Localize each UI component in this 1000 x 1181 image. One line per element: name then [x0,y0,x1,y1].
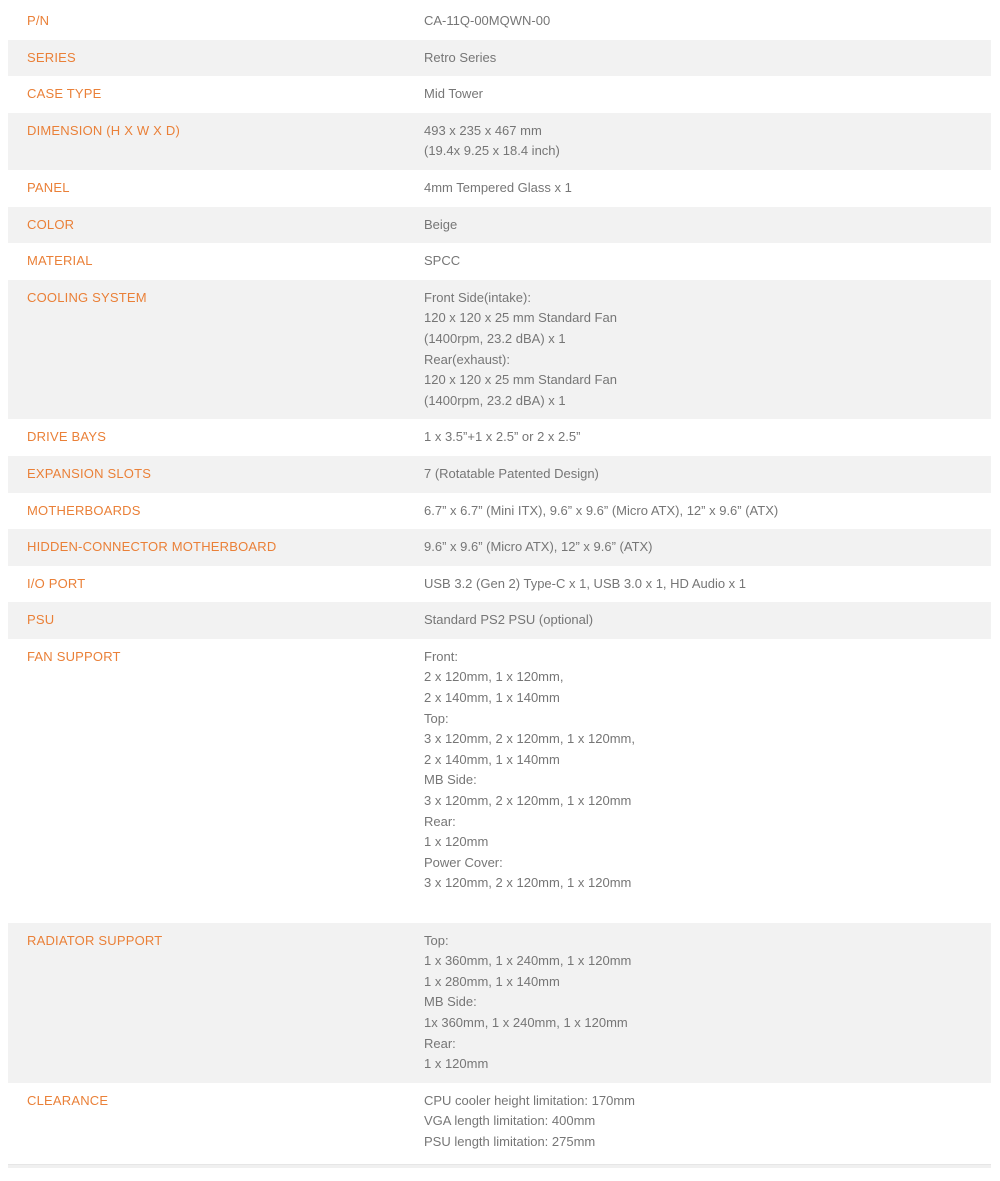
spec-value-line: 2 x 120mm, 1 x 120mm, [424,669,564,685]
spec-value [424,121,572,162]
spec-value-line: (1400rpm, 23.2 dBA) x 1 [424,330,566,346]
spec-value-line: MB Side: [424,994,477,1010]
spec-value-line: 1 x 120mm [424,1056,489,1072]
spec-value-line: 1 x 280mm, 1 x 140mm [424,973,560,989]
spec-value-line: SPCC [424,253,461,269]
spec-value-line: Rear: [424,813,456,829]
spec-value-line: 7 (Rotatable Patented Design) [424,465,599,481]
spec-value-line: (19.4x 9.25 x 18.4 inch) [424,143,560,159]
spec-value-line: USB 3.2 (Gen 2) Type-C x 1, USB 3.0 x 1, HD Audio x 1 [424,575,747,591]
spec-value-line: MB Side: [424,772,477,788]
spec-value [424,647,647,915]
spec-row [8,3,991,40]
spec-value-line: CA-11Q-00MQWN-00 [424,13,551,28]
spec-row [8,566,991,603]
spec-value-line: 1 x 120mm [424,834,489,850]
spec-table [8,3,991,1161]
spec-value [424,537,665,558]
spec-value-line: 493 x 235 x 467 mm [424,122,542,138]
spec-value-line: PSU length limitation: 275mm [424,1133,596,1149]
spec-value-line: 1x 360mm, 1 x 240mm, 1 x 120mm [424,1014,628,1030]
spec-value [424,610,605,631]
spec-row [8,207,991,244]
spec-value [424,48,508,69]
spec-label: MOTHERBOARDS [27,502,141,518]
spec-value-line: Front Side(intake): [424,289,531,305]
spec-value [424,464,611,485]
spec-label: FAN SUPPORT [27,648,121,664]
spec-row [8,76,991,113]
spec-value [424,288,629,412]
spec-value-line: Top: [424,710,449,726]
table-bottom-divider [8,1164,991,1168]
spec-value-line: 1 x 3.5”+1 x 2.5” or 2 x 2.5” [424,429,581,445]
spec-value-line: 9.6” x 9.6” (Micro ATX), 12” x 9.6” (ATX) [424,539,653,555]
spec-value-line: 120 x 120 x 25 mm Standard Fan [424,310,617,326]
spec-label: DRIVE BAYS [27,429,107,445]
spec-row [8,529,991,566]
spec-value [424,215,469,236]
spec-label: DIMENSION (H X W X D) [27,122,180,138]
spec-value-line: (1400rpm, 23.2 dBA) x 1 [424,392,566,408]
spec-value-line: Front: [424,648,458,664]
spec-value-line: 2 x 140mm, 1 x 140mm [424,751,560,767]
spec-value-line: Mid Tower [424,86,484,102]
spec-value [424,574,758,595]
spec-value [424,931,643,1075]
spec-value-line: 6.7” x 6.7” (Mini ITX), 9.6” x 9.6” (Micro ATX), 12” x 9.6” (ATX) [424,502,779,518]
spec-value-line: 3 x 120mm, 2 x 120mm, 1 x 120mm [424,793,632,809]
spec-row [8,493,991,530]
spec-value [424,84,495,105]
spec-row [8,923,991,1083]
spec-row [8,602,991,639]
spec-value [424,427,592,448]
spec-value-line: Beige [424,216,458,232]
spec-value [424,1091,647,1153]
spec-row [8,456,991,493]
spec-label: COLOR [27,216,75,232]
spec-row [8,170,991,207]
spec-value [424,251,472,272]
spec-label: EXPANSION SLOTS [27,465,152,481]
spec-value-line: Power Cover: [424,854,503,870]
spec-value-line: Top: [424,932,449,948]
spec-row [8,639,991,923]
spec-label: P/N [27,13,50,28]
spec-label: RADIATOR SUPPORT [27,932,163,948]
spec-label: SERIES [27,49,76,65]
spec-label: CASE TYPE [27,86,102,102]
spec-value-line: 1 x 360mm, 1 x 240mm, 1 x 120mm [424,953,632,969]
spec-value-line: 120 x 120 x 25 mm Standard Fan [424,372,617,388]
spec-label: CLEARANCE [27,1092,109,1108]
spec-value-line: Standard PS2 PSU (optional) [424,612,594,628]
spec-value-line: 4mm Tempered Glass x 1 [424,179,572,195]
spec-row [8,113,991,170]
spec-row [8,1083,991,1161]
spec-label: MATERIAL [27,253,93,269]
spec-value [424,11,562,32]
spec-label: I/O PORT [27,575,86,591]
spec-value [424,178,584,199]
spec-label: COOLING SYSTEM [27,289,147,305]
spec-value-line: 3 x 120mm, 2 x 120mm, 1 x 120mm, [424,731,635,747]
spec-row [8,243,991,280]
spec-label: PANEL [27,179,70,195]
spec-value-line [424,894,635,915]
spec-value-line: VGA length limitation: 400mm [424,1113,596,1129]
spec-row [8,419,991,456]
spec-value-line: CPU cooler height limitation: 170mm [424,1092,635,1108]
spec-value-line: 3 x 120mm, 2 x 120mm, 1 x 120mm [424,875,632,891]
spec-value-line: Retro Series [424,49,497,65]
spec-value [424,501,790,522]
spec-label: PSU [27,612,55,628]
spec-row [8,280,991,420]
spec-row [8,40,991,77]
spec-value-line: Rear: [424,1035,456,1051]
spec-value-line: Rear(exhaust): [424,351,510,367]
spec-label: HIDDEN-CONNECTOR MOTHERBOARD [27,539,277,555]
spec-value-line: 2 x 140mm, 1 x 140mm [424,690,560,706]
